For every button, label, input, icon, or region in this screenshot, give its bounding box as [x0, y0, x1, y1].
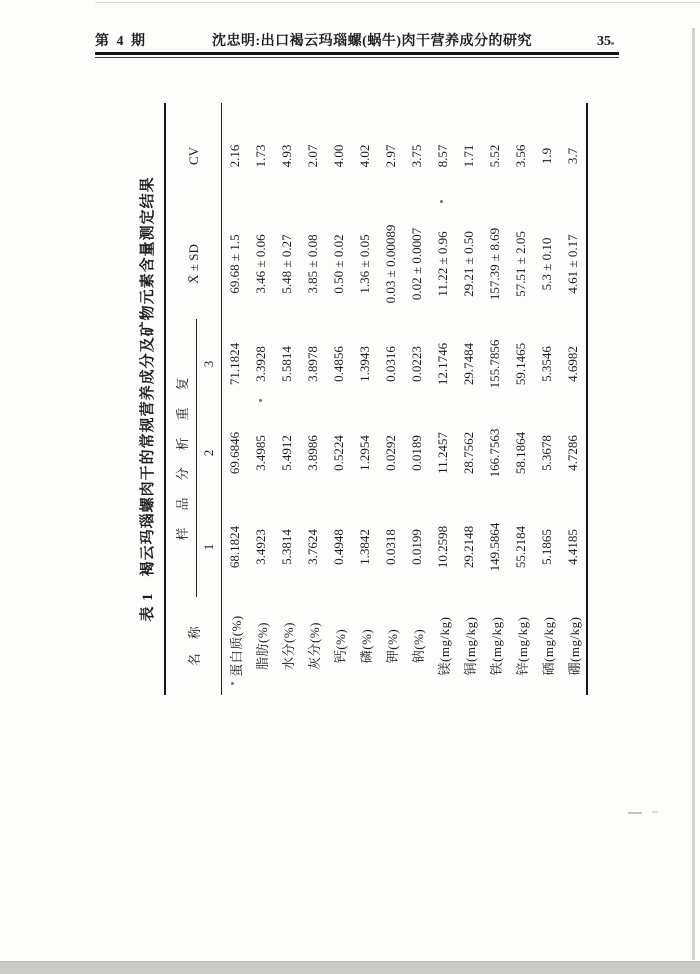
- cell: 脂肪(%): [254, 622, 270, 670]
- cell: 5.3546: [539, 346, 554, 382]
- cell: 磷(%): [358, 628, 374, 664]
- cell: 3.4985: [253, 435, 268, 471]
- cell: 29.7484: [461, 342, 476, 386]
- cell: 5.3 ± 0.10: [539, 237, 554, 291]
- scan-dash: [628, 812, 642, 814]
- cell: 69.68 ± 1.5: [227, 234, 242, 294]
- cell: 3.7: [565, 147, 580, 165]
- data-table: [164, 103, 588, 695]
- cell: 0.0199: [409, 529, 424, 565]
- cell: 1.3842: [357, 529, 372, 565]
- cell: 3.3928: [253, 346, 268, 382]
- col-header-replicates-spanner: 样 品 分 析 重 复: [165, 319, 197, 597]
- cell: 1.9: [539, 147, 554, 165]
- table-row-sodium: [404, 103, 430, 695]
- col-header-name: 名 称: [165, 597, 222, 695]
- cell: 钾(%): [384, 628, 400, 664]
- cell: 0.0223: [409, 346, 424, 382]
- cell: 0.0318: [383, 529, 398, 565]
- table-row-zinc: [508, 103, 534, 695]
- cell: 5.5814: [279, 346, 294, 382]
- scan-top-edge: [95, 2, 700, 3]
- cell: 0.50 ± 0.02: [331, 234, 346, 294]
- issue-label: 第 4 期: [95, 34, 147, 49]
- cell: 11.2457: [435, 432, 450, 474]
- cell: 69.6846: [227, 431, 242, 475]
- table-row-moisture: [274, 103, 300, 695]
- col-header-cv: CV: [165, 103, 222, 209]
- cell: 59.1465: [513, 342, 528, 386]
- cell: 5.3678: [539, 435, 554, 471]
- rotated-table-block: [128, 103, 590, 695]
- table-row-selenium: [534, 103, 560, 695]
- cell: 硒(mg/kg): [540, 616, 556, 676]
- cell: 28.7562: [461, 431, 476, 475]
- cell: 57.51 ± 2.05: [513, 231, 528, 297]
- cell: 3.8978: [305, 346, 320, 382]
- cell: 12.1746: [435, 342, 450, 386]
- cell: 4.61 ± 0.17: [565, 234, 580, 294]
- cell: 3.46 ± 0.06: [253, 234, 268, 294]
- cell: 11.22 ± 0.96: [435, 231, 450, 297]
- table-row-protein: [222, 103, 249, 695]
- cell: 3.75: [409, 144, 424, 168]
- cell: 3.85 ± 0.08: [305, 234, 320, 294]
- cell: 4.02: [357, 144, 372, 168]
- cell: 锌(mg/kg): [514, 616, 530, 676]
- cell: 155.7856: [487, 339, 502, 389]
- cell: 0.0189: [409, 435, 424, 471]
- cell: 1.3943: [357, 346, 372, 382]
- cell: 1.36 ± 0.05: [357, 234, 372, 294]
- scan-speck: [259, 399, 262, 402]
- cell: 3.56: [513, 144, 528, 168]
- cell: 铜(mg/kg): [462, 616, 478, 676]
- cell: 5.48 ± 0.27: [279, 234, 294, 294]
- cell: 10.2598: [435, 525, 450, 569]
- cell: 镁(mg/kg): [436, 616, 452, 676]
- cell: 0.5224: [331, 435, 346, 471]
- scan-right-edge: [692, 28, 695, 960]
- cell: 2.97: [383, 144, 398, 168]
- cell: 5.4912: [279, 435, 294, 471]
- cell: 1.73: [253, 144, 268, 168]
- table-header-row-1: [165, 103, 197, 695]
- header-rule-thin: [95, 57, 619, 58]
- cell: 8.57: [435, 144, 450, 168]
- header-rule-thick: [95, 52, 619, 55]
- col-header-rep-2: 2: [197, 409, 222, 497]
- col-header-rep-1: 1: [197, 497, 222, 597]
- rotated-content: [128, 103, 590, 695]
- cell: 68.1824: [227, 525, 242, 569]
- running-title: 沈忠明:出口褐云玛瑙螺(蜗牛)肉干营养成分的研究: [212, 34, 532, 49]
- cell: 硼(mg/kg): [566, 616, 582, 676]
- table-row-iron: [482, 103, 508, 695]
- cell: 29.21 ± 0.50: [461, 231, 476, 297]
- cell: 149.5864: [487, 522, 502, 572]
- cell: 58.1864: [513, 431, 528, 475]
- cell: 1.71: [461, 144, 476, 168]
- scan-dash: [652, 811, 658, 813]
- table-row-calcium: [326, 103, 352, 695]
- cell: 铁(mg/kg): [488, 616, 504, 676]
- table-row-copper: [456, 103, 482, 695]
- cell: 157.39 ± 8.69: [487, 227, 502, 301]
- cell: 5.52: [487, 144, 502, 168]
- col-header-mean-sd: X̄ ± SD: [165, 209, 222, 319]
- cell: 蛋白质(%): [228, 615, 244, 677]
- table-row-phosphorus: [352, 103, 378, 695]
- scan-speck: [440, 200, 443, 203]
- scan-speck: [231, 682, 234, 685]
- cell: 钠(%): [410, 628, 426, 664]
- cell: 5.3814: [279, 529, 294, 565]
- table-row-ash: [300, 103, 326, 695]
- table-row-potassium: [378, 103, 404, 695]
- cell: 0.4856: [331, 346, 346, 382]
- cell: 3.4923: [253, 529, 268, 565]
- cell: 灰分(%): [306, 622, 322, 670]
- cell: 166.7563: [487, 428, 502, 478]
- cell: 4.6982: [565, 346, 580, 382]
- cell: 3.8986: [305, 435, 320, 471]
- cell: 3.7624: [305, 529, 320, 565]
- table-caption: 表 1 褐云玛瑙螺肉干的常规营养成分及矿物元素含量测定结果: [139, 176, 156, 622]
- cell: 钙(%): [332, 628, 348, 664]
- cell: 71.1824: [227, 342, 242, 386]
- cell: 0.0316: [383, 346, 398, 382]
- cell: 0.0292: [383, 435, 398, 471]
- cell: 0.03 ± 0.00089: [383, 224, 398, 304]
- cell: 4.00: [331, 144, 346, 168]
- cell: 5.1865: [539, 529, 554, 565]
- cell: 0.4948: [331, 529, 346, 565]
- cell: 1.2954: [357, 435, 372, 471]
- running-header: [95, 30, 619, 50]
- col-header-rep-3: 3: [197, 319, 222, 409]
- table-row-boron: [560, 103, 587, 695]
- cell: 0.02 ± 0.0007: [409, 227, 424, 301]
- cell: 55.2184: [513, 525, 528, 569]
- cell: 4.7286: [565, 435, 580, 471]
- scan-speck: [611, 42, 614, 45]
- table-row-magnesium: [430, 103, 456, 695]
- scan-bottom-edge: [0, 961, 700, 974]
- page-number: 35: [597, 34, 611, 49]
- cell: 29.2148: [461, 525, 476, 569]
- cell: 4.93: [279, 144, 294, 168]
- cell: 水分(%): [280, 622, 296, 670]
- cell: 2.16: [227, 144, 242, 168]
- cell: 4.4185: [565, 529, 580, 565]
- cell: 2.07: [305, 144, 320, 168]
